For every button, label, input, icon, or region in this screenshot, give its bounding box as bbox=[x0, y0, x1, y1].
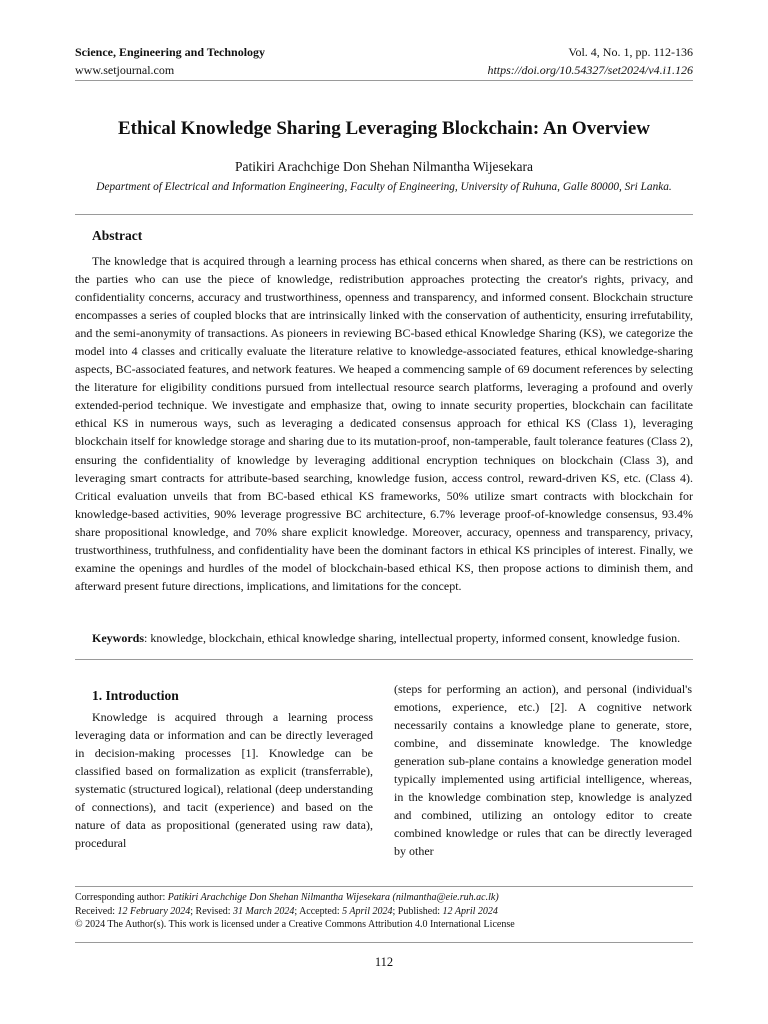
right-column bbox=[394, 680, 692, 860]
article-dates bbox=[75, 906, 693, 919]
volume-info: Vol. 4, No. 1, pp. 112-136 bbox=[568, 45, 693, 59]
keywords-list: : knowledge, blockchain, ethical knowledge sharing, intellectual property, informed consent, knowledge fusion. bbox=[144, 631, 681, 645]
doi-link[interactable]: https://doi.org/10.54327/set2024/v4.i1.126 bbox=[487, 63, 693, 77]
journal-name: Science, Engineering and Technology bbox=[75, 45, 266, 59]
license-divider bbox=[75, 942, 693, 943]
author-affiliation: Department of Electrical and Information Engineering, Faculty of Engineering, University of Ruhuna, Galle 80000, Sri Lanka. bbox=[96, 181, 672, 193]
published-date: 12 April 2024 bbox=[442, 906, 498, 917]
keywords-divider bbox=[75, 659, 693, 660]
abstract-text: The knowledge that is acquired through a learning process has ethical concerns when shared, as there can be restrictions on the parties who can use the piece of knowledge, redistribution approaches protecting the creator's rights, privacy, and confidentiality concerns, accuracy and trustworthiness, openness and transparency, and informed consent. Blockchain structure encompasses a series of coupled blocks that are intrinsically linked with the conservation of authenticity, ensuring irrefutability, and the semi-anonymity of transactions. As pioneers in reviewing BC-based ethical Knowledge Sharing (KS), we categorize the model into 4 classes and critically evaluate the literature relative to knowledge-associated features, ethical knowledge-sharing aspects, BC-associated features, and network features. We heaped a commencing sample of 69 document references by selecting the literature for eligibility conditions pursued from intellectual resource search platforms, leveraging a profound and overly extended-period technique. We investigate and emphasize that, owing to innate security properties, blockchain can facilitate ethical KS in numerous ways, such as leveraging a dedicated consensus approach for ethical KS (Class 1), leveraging blockchain itself for knowledge storage and sharing due to its mutation-proof, non-tamperable, fault tolerance features (Class 2), ensuring the confidentiality of knowledge by leveraging additional encryption techniques on blockchain (Class 3), and leveraging smart contracts for attribute-based searching, knowledge fusion, access control, reward-driven KS, etc. (Class 4). Critical evaluation unveils that from BC-based ethical KS frameworks, 50% utilize smart contracts with blockchain for knowledge-based activities, 90% leverage progressive BC architecture, 6.7% leverage proof-of-knowledge consensus, 93.4% share propositional knowledge, and 70% share explicit knowledge. Moreover, accuracy, openness and transparency, privacy, trustworthiness, truthfulness, and confidentiality have been the dominant factors in ethical KS principles of interest. Finally, we examine the openings and hurdles of the model of blockchain-based ethical KS, then propose actions to diminish them, and afterward present future directions, implications, and limitations for the concept. bbox=[75, 254, 693, 593]
introduction-heading: 1. Introduction bbox=[92, 688, 179, 703]
journal-website-link[interactable]: www.setjournal.com bbox=[75, 63, 175, 77]
revised-label: ; Revised: bbox=[190, 906, 234, 917]
keywords bbox=[92, 630, 693, 646]
article-title: Ethical Knowledge Sharing Leveraging Blockchain: An Overview bbox=[117, 118, 650, 139]
revised-date: 31 March 2024 bbox=[233, 906, 295, 917]
introduction-paragraph-left: Knowledge is acquired through a learning process leveraging data or information and can be directly leveraged in decision-making processes [1]. Knowledge can be classified based on formalization as explicit (transferrable), systematic (structured logical), relational (deep understanding of connections), and tacit (experience) and based on the nature of data as propositional (generated using raw data), procedural bbox=[75, 710, 373, 850]
accepted-label: ; Accepted: bbox=[294, 906, 343, 917]
affiliation-divider bbox=[75, 214, 693, 215]
left-column bbox=[75, 680, 373, 852]
header-divider bbox=[75, 80, 693, 81]
received-label: Received: bbox=[75, 906, 118, 917]
corresponding-author-label: Corresponding author: bbox=[75, 892, 168, 903]
corresponding-author-name: Patikiri Arachchige Don Shehan Nilmantha Wijesekara (nilmantha@eie.ruh.ac.lk) bbox=[167, 892, 499, 903]
article-author: Patikiri Arachchige Don Shehan Nilmantha Wijesekara bbox=[235, 159, 533, 174]
abstract-heading: Abstract bbox=[92, 228, 143, 243]
introduction-paragraph-right: (steps for performing an action), and personal (individual's emotions, experience, etc.) [2]. A cognitive network necessarily contains a knowledge plane to generate, store, combine, and disseminate knowledge. The knowledge generation sub-plane contains a knowledge generation model typically implemented using artificial intelligence, whereas, in the knowledge combination step, knowledge is analyzed and combined, utilizing an ontology editor to create combined knowledge or rules that can be directly leveraged by other bbox=[394, 682, 692, 858]
keywords-label: Keywords bbox=[92, 631, 144, 645]
published-label: ; Published: bbox=[392, 906, 443, 917]
corresponding-author bbox=[75, 892, 693, 905]
accepted-date: 5 April 2024 bbox=[342, 906, 393, 917]
received-date: 12 February 2024 bbox=[117, 906, 191, 917]
page-number: 112 bbox=[374, 955, 394, 969]
footer-divider bbox=[75, 886, 693, 887]
license-notice: © 2024 The Author(s). This work is licensed under a Creative Commons Attribution 4.0 International License bbox=[75, 919, 515, 930]
